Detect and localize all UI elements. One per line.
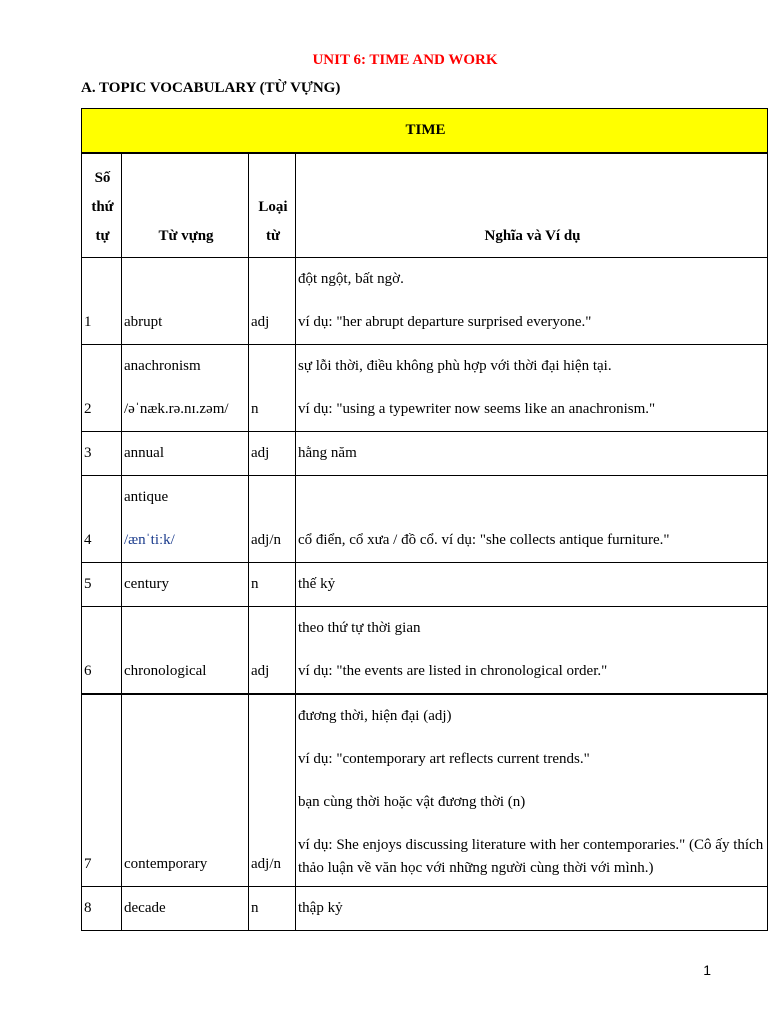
row-meaning: [296, 345, 768, 432]
row-ipa: /əˈnæk.rə.nɪ.zəm/: [124, 401, 229, 417]
row-number: 7: [82, 694, 122, 887]
column-header-row: [82, 153, 768, 258]
row-number: 5: [82, 563, 122, 607]
row-type: adj: [249, 607, 296, 695]
row-type: adj/n: [249, 694, 296, 887]
meaning-line: ví dụ: "using a typewriter now seems like an anachronism.": [298, 401, 656, 417]
meaning-line: sự lỗi thời, điều không phù hợp với thời đại hiện tại.: [298, 358, 612, 374]
col-header-number: Số thứ tự: [82, 153, 122, 258]
row-word: contemporary: [122, 694, 249, 887]
col-header-type: Loại từ: [249, 153, 296, 258]
table-row: [82, 694, 768, 887]
table-heading-row: [82, 109, 768, 154]
meaning-line: bạn cùng thời hoặc vật đương thời (n): [298, 794, 526, 810]
row-word-cell: [122, 476, 249, 563]
meaning-line: đương thời, hiện đại (adj): [298, 708, 452, 724]
table-row: [82, 607, 768, 695]
row-word: antique: [124, 489, 169, 505]
row-word: abrupt: [122, 258, 249, 345]
row-number: 6: [82, 607, 122, 695]
col-header-word: Từ vựng: [122, 153, 249, 258]
row-type: adj/n: [249, 476, 296, 563]
row-word: decade: [122, 887, 249, 931]
meaning-line: ví dụ: She enjoys discussing literature with her contemporaries." (Cô ấy thích thảo luận về văn học với những người cùng thời với mình.): [298, 837, 764, 876]
row-type: n: [249, 345, 296, 432]
row-type: n: [249, 563, 296, 607]
row-word: annual: [122, 432, 249, 476]
row-type: n: [249, 887, 296, 931]
row-meaning: [296, 258, 768, 345]
table-row: [82, 887, 768, 931]
row-word: century: [122, 563, 249, 607]
vocabulary-table: [81, 108, 768, 931]
table-heading: TIME: [82, 109, 768, 154]
table-row: [82, 476, 768, 563]
row-meaning: [296, 694, 768, 887]
page-number: 1: [703, 962, 711, 978]
row-word: anachronism: [124, 358, 201, 374]
row-meaning: thế kỷ: [296, 563, 768, 607]
row-meaning: thập kỷ: [296, 887, 768, 931]
meaning-line: đột ngột, bất ngờ.: [298, 271, 404, 287]
row-meaning: hằng năm: [296, 432, 768, 476]
row-number: 1: [82, 258, 122, 345]
row-meaning: [296, 607, 768, 695]
meaning-line: theo thứ tự thời gian: [298, 620, 421, 636]
meaning-line: ví dụ: "contemporary art reflects current trends.": [298, 751, 590, 767]
row-type: adj: [249, 432, 296, 476]
row-number: 3: [82, 432, 122, 476]
col-header-meaning: Nghĩa và Ví dụ: [296, 153, 768, 258]
row-meaning: cổ điển, cổ xưa / đồ cổ. ví dụ: "she collects antique furniture.": [296, 476, 768, 563]
section-title: A. TOPIC VOCABULARY (TỪ VỰNG): [81, 80, 341, 96]
row-number: 8: [82, 887, 122, 931]
table-row: [82, 563, 768, 607]
table-row: [82, 432, 768, 476]
row-number: 4: [82, 476, 122, 563]
row-word: chronological: [122, 607, 249, 695]
row-number: 2: [82, 345, 122, 432]
unit-title: UNIT 6: TIME AND WORK: [312, 52, 498, 68]
table-row: [82, 345, 768, 432]
row-word-cell: [122, 345, 249, 432]
row-ipa: /ænˈtiːk/: [124, 532, 175, 548]
row-type: adj: [249, 258, 296, 345]
meaning-line: ví dụ: "the events are listed in chronological order.": [298, 663, 608, 679]
meaning-line: ví dụ: "her abrupt departure surprised everyone.": [298, 314, 592, 330]
table-row: [82, 258, 768, 345]
